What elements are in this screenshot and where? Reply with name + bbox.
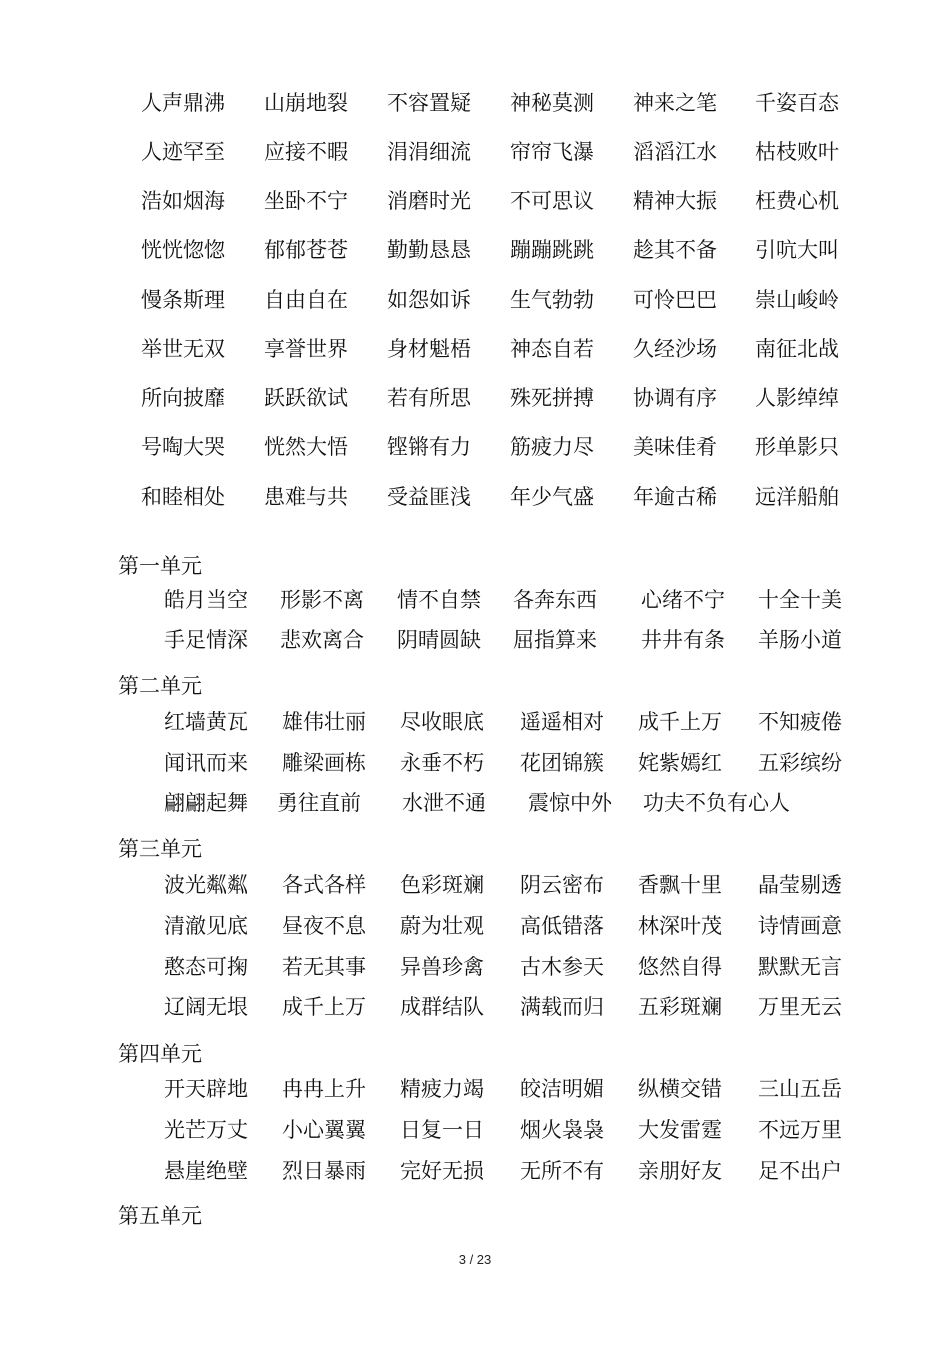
idiom: 烈日暴雨 (282, 1159, 366, 1183)
idiom: 人影绰绰 (755, 386, 839, 410)
idiom: 山崩地裂 (264, 91, 348, 115)
idiom: 皎洁明媚 (520, 1077, 604, 1101)
idiom: 所向披靡 (141, 386, 225, 410)
idiom: 成千上万 (638, 710, 722, 734)
idiom: 闻讯而来 (164, 751, 248, 775)
idiom: 勇往直前 (277, 791, 361, 815)
idiom: 跃跃欲试 (264, 386, 348, 410)
idiom: 悠然自得 (638, 955, 722, 979)
idiom: 遥遥相对 (520, 710, 604, 734)
idiom: 雕梁画栋 (282, 751, 366, 775)
idiom: 尽收眼底 (400, 710, 484, 734)
idiom: 姹紫嫣红 (638, 751, 722, 775)
idiom: 举世无双 (141, 337, 225, 361)
idiom: 各奔东西 (513, 588, 597, 612)
idiom: 大发雷霆 (638, 1118, 722, 1142)
idiom: 滔滔江水 (633, 140, 717, 164)
idiom: 各式各样 (282, 873, 366, 897)
idiom: 羊肠小道 (758, 628, 842, 652)
unit-title: 第四单元 (118, 1042, 202, 1066)
idiom: 应接不暇 (264, 140, 348, 164)
idiom: 成千上万 (282, 995, 366, 1019)
idiom: 雄伟壮丽 (282, 710, 366, 734)
idiom: 冉冉上升 (282, 1077, 366, 1101)
idiom: 勤勤恳恳 (387, 238, 471, 262)
idiom: 身材魁梧 (387, 337, 471, 361)
idiom: 年少气盛 (510, 485, 594, 509)
idiom: 诗情画意 (758, 914, 842, 938)
idiom: 光芒万丈 (164, 1118, 248, 1142)
idiom: 悬崖绝壁 (164, 1159, 248, 1183)
idiom: 永垂不朽 (400, 751, 484, 775)
idiom: 功夫不负有心人 (643, 791, 790, 815)
idiom: 满载而归 (520, 995, 604, 1019)
idiom: 精疲力竭 (400, 1077, 484, 1101)
idiom: 手足情深 (164, 628, 248, 652)
idiom: 如怨如诉 (387, 288, 471, 312)
idiom: 震惊中外 (528, 791, 612, 815)
idiom: 亲朋好友 (638, 1159, 722, 1183)
idiom: 万里无云 (758, 995, 842, 1019)
unit-title: 第二单元 (118, 674, 202, 698)
idiom: 高低错落 (520, 914, 604, 938)
idiom: 日复一日 (400, 1118, 484, 1142)
idiom: 悲欢离合 (280, 628, 364, 652)
idiom: 帘帘飞瀑 (510, 140, 594, 164)
idiom: 浩如烟海 (141, 189, 225, 213)
idiom: 蔚为壮观 (400, 914, 484, 938)
idiom: 号啕大哭 (141, 435, 225, 459)
idiom: 郁郁苍苍 (264, 238, 348, 262)
idiom: 蹦蹦跳跳 (510, 238, 594, 262)
idiom: 神来之笔 (633, 91, 717, 115)
idiom: 枉费心机 (755, 189, 839, 213)
idiom: 患难与共 (264, 485, 348, 509)
idiom: 翩翩起舞 (164, 791, 248, 815)
idiom: 古木参天 (520, 955, 604, 979)
idiom: 阴云密布 (520, 873, 604, 897)
idiom: 若无其事 (282, 955, 366, 979)
idiom: 消磨时光 (387, 189, 471, 213)
idiom: 可怜巴巴 (633, 288, 717, 312)
idiom: 色彩斑斓 (400, 873, 484, 897)
idiom: 皓月当空 (164, 588, 248, 612)
idiom: 异兽珍禽 (400, 955, 484, 979)
idiom: 协调有序 (633, 386, 717, 410)
idiom: 清澈见底 (164, 914, 248, 938)
idiom: 远洋船舶 (755, 485, 839, 509)
idiom: 林深叶茂 (638, 914, 722, 938)
idiom: 坐卧不宁 (264, 189, 348, 213)
idiom: 水泄不通 (402, 791, 486, 815)
idiom: 三山五岳 (758, 1077, 842, 1101)
idiom: 趁其不备 (633, 238, 717, 262)
idiom: 精神大振 (633, 189, 717, 213)
unit-title: 第三单元 (118, 837, 202, 861)
idiom: 形影不离 (280, 588, 364, 612)
idiom: 生气勃勃 (510, 288, 594, 312)
idiom: 晶莹剔透 (758, 873, 842, 897)
idiom: 人声鼎沸 (141, 91, 225, 115)
idiom: 筋疲力尽 (510, 435, 594, 459)
idiom: 波光粼粼 (164, 873, 248, 897)
unit-title: 第一单元 (118, 554, 202, 578)
idiom: 枯枝败叶 (755, 140, 839, 164)
idiom: 自由自在 (264, 288, 348, 312)
idiom: 享誉世界 (264, 337, 348, 361)
idiom: 年逾古稀 (633, 485, 717, 509)
idiom: 开天辟地 (164, 1077, 248, 1101)
idiom: 五彩斑斓 (638, 995, 722, 1019)
unit-title: 第五单元 (118, 1204, 202, 1228)
idiom: 阴晴圆缺 (397, 628, 481, 652)
idiom: 殊死拼搏 (510, 386, 594, 410)
idiom: 完好无损 (400, 1159, 484, 1183)
idiom: 人迹罕至 (141, 140, 225, 164)
idiom: 香飘十里 (638, 873, 722, 897)
idiom: 涓涓细流 (387, 140, 471, 164)
idiom: 慢条斯理 (141, 288, 225, 312)
idiom: 小心翼翼 (282, 1118, 366, 1142)
idiom: 井井有条 (641, 628, 725, 652)
idiom: 南征北战 (755, 337, 839, 361)
idiom: 千姿百态 (755, 91, 839, 115)
idiom: 不可思议 (510, 189, 594, 213)
idiom: 铿锵有力 (387, 435, 471, 459)
idiom: 受益匪浅 (387, 485, 471, 509)
idiom: 无所不有 (520, 1159, 604, 1183)
idiom: 十全十美 (758, 588, 842, 612)
idiom: 不容置疑 (387, 91, 471, 115)
idiom: 崇山峻岭 (755, 288, 839, 312)
idiom: 昼夜不息 (282, 914, 366, 938)
idiom: 和睦相处 (141, 485, 225, 509)
idiom: 情不自禁 (397, 588, 481, 612)
idiom: 不远万里 (758, 1118, 842, 1142)
idiom: 不知疲倦 (758, 710, 842, 734)
idiom: 成群结队 (400, 995, 484, 1019)
idiom: 纵横交错 (638, 1077, 722, 1101)
idiom: 形单影只 (755, 435, 839, 459)
idiom: 恍恍惚惚 (141, 238, 225, 262)
idiom: 久经沙场 (633, 337, 717, 361)
idiom: 恍然大悟 (264, 435, 348, 459)
idiom: 美味佳肴 (633, 435, 717, 459)
idiom: 神态自若 (510, 337, 594, 361)
idiom: 辽阔无垠 (164, 995, 248, 1019)
idiom: 足不出户 (758, 1159, 842, 1183)
page-number: 3 / 23 (458, 1252, 492, 1267)
idiom: 花团锦簇 (520, 751, 604, 775)
idiom: 引吭大叫 (755, 238, 839, 262)
idiom: 五彩缤纷 (758, 751, 842, 775)
idiom: 心绪不宁 (641, 588, 725, 612)
idiom: 憨态可掬 (164, 955, 248, 979)
idiom: 屈指算来 (513, 628, 597, 652)
idiom: 红墙黄瓦 (164, 710, 248, 734)
idiom: 若有所思 (387, 386, 471, 410)
idiom: 默默无言 (758, 955, 842, 979)
idiom: 神秘莫测 (510, 91, 594, 115)
idiom: 烟火袅袅 (520, 1118, 604, 1142)
